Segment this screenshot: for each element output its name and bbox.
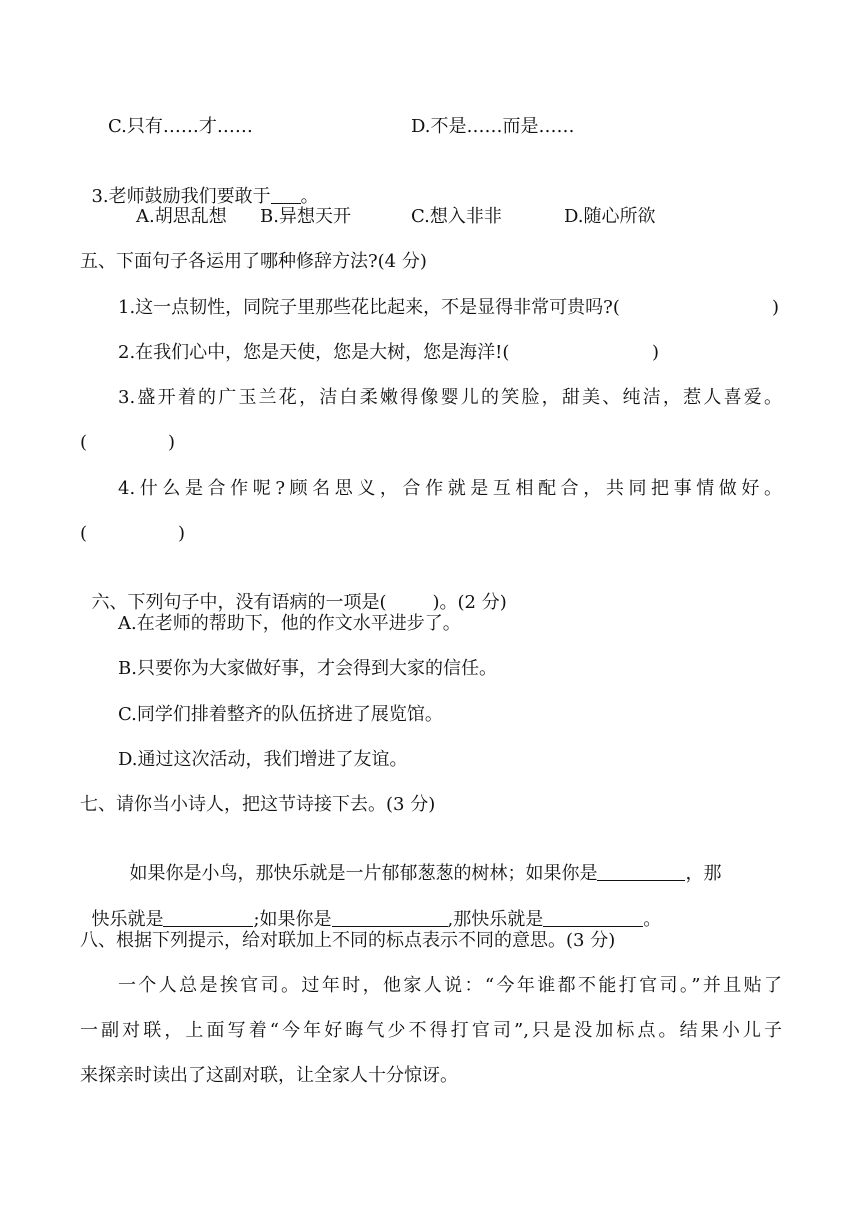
section-5-title: 五、下面句子各运用了哪种修辞方法?(4 分): [80, 251, 427, 272]
s5-item-3-open: (: [80, 432, 88, 453]
question-3: 3.老师鼓励我们要敢于 。: [91, 186, 319, 207]
s5-item-3: 3.盛开着的广玉兰花，洁白柔嫩得像婴儿的笑脸，甜美、纯洁，惹人喜爱。: [118, 387, 782, 408]
s5-item-1-close: ): [772, 297, 780, 318]
q3-option-a: A.胡思乱想: [136, 206, 227, 227]
q3-option-b: B.异想天开: [260, 206, 351, 227]
section-7-title: 七、请你当小诗人，把这节诗接下去。(3 分): [80, 794, 436, 815]
poem-blank-1[interactable]: [597, 862, 685, 881]
s5-item-2: 2.在我们心中，您是天使，您是大树，您是海洋!(: [118, 342, 510, 363]
s8-paragraph-line-1: 一个人总是挨官司。过年时，他家人说：“今年谁都不能打官司。”并且贴了: [118, 975, 782, 996]
section-6-title: 六、下列句子中，没有语病的一项是( )。(2 分): [91, 592, 507, 613]
q3-option-d: D.随心所欲: [564, 206, 656, 227]
question-3-stem: 3.老师鼓励我们要敢于: [91, 186, 271, 207]
option-d: D.不是……而是……: [411, 116, 575, 137]
s5-item-4: 4.什么是合作呢?顾名思义，合作就是互相配合，共同把事情做好。: [118, 478, 782, 499]
s7-line-2: 快乐就是 ;如果你是 ,那快乐就是 。: [91, 909, 662, 930]
poem-blank-3[interactable]: [332, 908, 448, 927]
s5-item-4-close: ): [178, 523, 186, 544]
answer-blank[interactable]: [271, 185, 301, 204]
s5-item-4-open: (: [80, 523, 88, 544]
s6-option-c: C.同学们排着整齐的队伍挤进了展览馆。: [118, 704, 443, 725]
s5-item-1: 1.这一点韧性，同院子里那些花比起来，不是显得非常可贵吗?(: [118, 297, 620, 318]
s6-option-d: D.通过这次活动，我们增进了友谊。: [118, 749, 408, 770]
s8-paragraph-line-2: 一副对联，上面写着“今年好晦气少不得打官司”,只是没加标点。结果小儿子: [80, 1020, 782, 1041]
s5-item-3-close: ): [168, 432, 176, 453]
s6-option-b: B.只要你为大家做好事，才会得到大家的信任。: [118, 658, 497, 679]
s6-option-a: A.在老师的帮助下，他的作文水平进步了。: [118, 613, 461, 634]
section-8-title: 八、根据下列提示，给对联加上不同的标点表示不同的意思。(3 分): [80, 930, 616, 951]
q3-option-c: C.想入非非: [411, 206, 502, 227]
poem-blank-2[interactable]: [163, 908, 253, 927]
option-c: C.只有……才……: [108, 116, 253, 137]
poem-blank-4[interactable]: [543, 908, 643, 927]
s7-line-1: 如果你是小鸟，那快乐就是一片郁郁葱葱的树林；如果你是 ，那: [129, 863, 722, 884]
s8-paragraph-line-3: 来探亲时读出了这副对联，让全家人十分惊讶。: [80, 1065, 458, 1086]
s5-item-2-close: ): [652, 342, 660, 363]
